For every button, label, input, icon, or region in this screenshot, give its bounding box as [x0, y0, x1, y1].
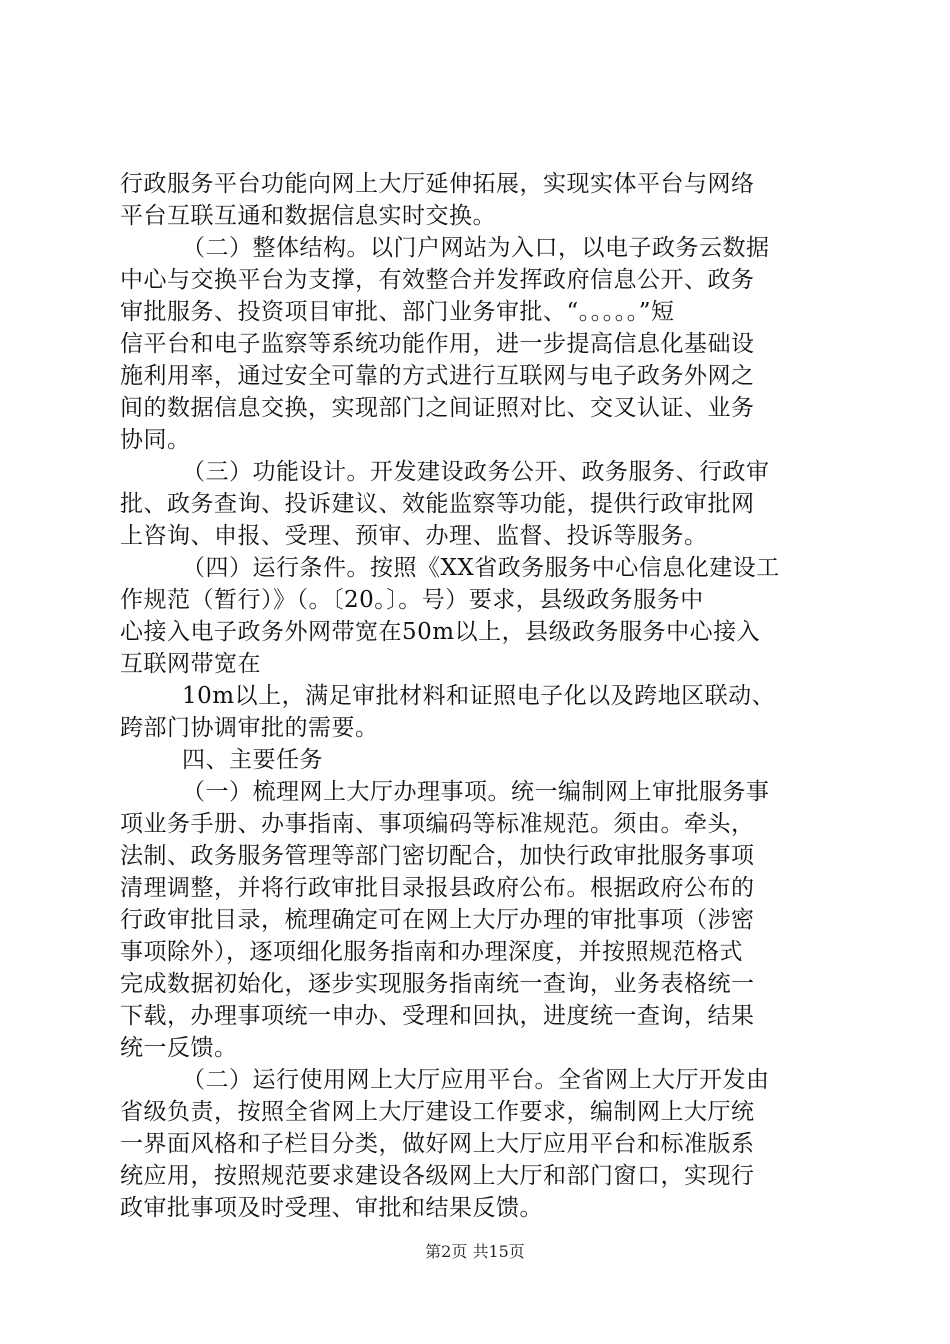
text-line: 统一反馈。: [120, 1035, 238, 1061]
text-line: 协同。: [120, 427, 191, 453]
text-line: 四、主要任务: [182, 747, 323, 773]
document-body: [120, 168, 832, 1224]
text-line: （二）整体结构。以门户网站为入口，以电子政务云数据: [182, 235, 770, 261]
text-line: 事项除外），逐项细化服务指南和办理深度，并按照规范格式: [120, 939, 743, 965]
text-line: 平台互联互通和数据信息实时交换。: [120, 203, 496, 229]
text-line: 项业务手册、办事指南、事项编码等标准规范。须由。牵头，: [120, 811, 755, 837]
text-line: （三）功能设计。开发建设政务公开、政务服务、行政审: [182, 459, 770, 485]
text-line: 审批服务、投资项目审批、部门业务审批、“。。。。。”短: [120, 299, 675, 325]
text-line: 作规范（暂行）》（。〔20。〕。号）要求，县级政务服务中: [120, 587, 704, 613]
text-line: 批、政务查询、投诉建议、效能监察等功能，提供行政审批网: [120, 491, 755, 517]
page-footer: 第2页 共15页: [425, 1242, 525, 1261]
text-line: 清理调整，并将行政审批目录报县政府公布。根据政府公布的: [120, 875, 755, 901]
text-line: 完成数据初始化，逐步实现服务指南统一查询，业务表格统一: [120, 971, 755, 997]
text-line: 政审批事项及时受理、审批和结果反馈。: [120, 1195, 543, 1221]
text-line: 互联网带宽在: [120, 651, 261, 677]
text-line: 法制、政务服务管理等部门密切配合，加快行政审批服务事项: [120, 843, 755, 869]
text-line: 10m以上，满足审批材料和证照电子化以及跨地区联动、: [182, 683, 776, 709]
text-line: 施利用率，通过安全可靠的方式进行互联网与电子政务外网之: [120, 363, 755, 389]
text-line: 行政服务平台功能向网上大厅延伸拓展，实现实体平台与网络: [120, 171, 755, 197]
text-line: 心接入电子政务外网带宽在50m以上，县级政务服务中心接入: [120, 619, 761, 645]
text-line: 下载，办理事项统一申办、受理和回执，进度统一查询，结果: [120, 1003, 755, 1029]
text-line: 间的数据信息交换，实现部门之间证照对比、交叉认证、业务: [120, 395, 755, 421]
text-line: 上咨询、申报、受理、预审、办理、监督、投诉等服务。: [120, 523, 708, 549]
text-line: 统应用，按照规范要求建设各级网上大厅和部门窗口，实现行: [120, 1163, 755, 1189]
text-line: （二）运行使用网上大厅应用平台。全省网上大厅开发由: [182, 1067, 770, 1093]
text-line: 信平台和电子监察等系统功能作用，进一步提高信息化基础设: [120, 331, 755, 357]
text-line: 行政审批目录，梳理确定可在网上大厅办理的审批事项（涉密: [120, 907, 755, 933]
text-line: （四）运行条件。按照《XX省政务服务中心信息化建设工: [182, 555, 780, 581]
text-line: 中心与交换平台为支撑，有效整合并发挥政府信息公开、政务: [120, 267, 755, 293]
text-line: 一界面风格和子栏目分类，做好网上大厅应用平台和标准版系: [120, 1131, 755, 1157]
text-line: （一）梳理网上大厅办理事项。统一编制网上审批服务事: [182, 779, 770, 805]
text-line: 跨部门协调审批的需要。: [120, 715, 379, 741]
text-line: 省级负责，按照全省网上大厅建设工作要求，编制网上大厅统: [120, 1099, 755, 1125]
